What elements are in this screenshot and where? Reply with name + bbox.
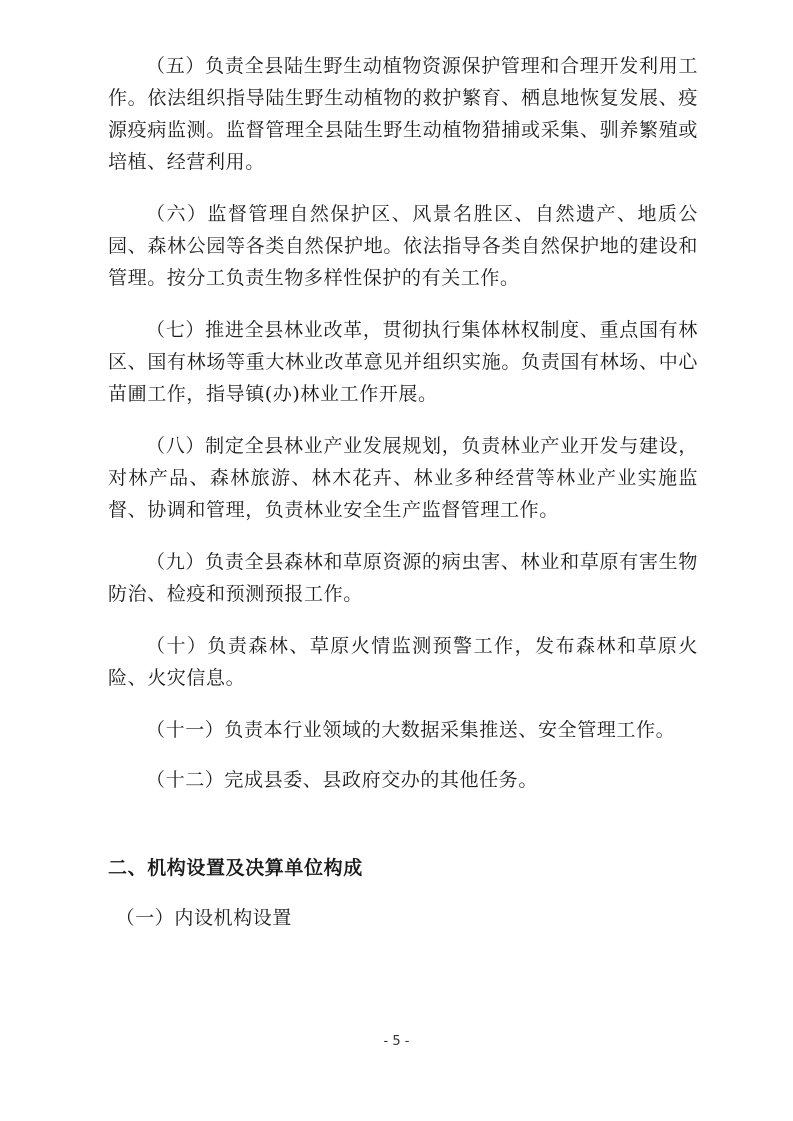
paragraph-10: （十）负责森林、草原火情监测预警工作，发布森林和草原火险、火灾信息。 <box>108 635 698 689</box>
page-number: - 5 - <box>383 1034 410 1049</box>
paragraph-5: （五）负责全县陆生野生动植物资源保护管理和合理开发利用工作。依法组织指导陆生野生动植物的救护繁育、栖息地恢复发展、疫源疫病监测。监督管理全县陆生野生动植物猎捕或采集、驯养繁殖或培植、经营利用。 <box>108 55 698 173</box>
page-content <box>108 50 698 934</box>
paragraph-8: （八）制定全县林业产业发展规划，负责林业产业开发与建设，对林产品、森林旅游、林木花卉、林业多种经营等林业产业实施监督、协调和管理，负责林业安全生产监督管理工作。 <box>108 435 698 521</box>
subsection-heading: （一）内设机构设置 <box>115 907 292 929</box>
paragraph-6: （六）监督管理自然保护区、风景名胜区、自然遗产、地质公园、森林公园等各类自然保护地。依法指导各类自然保护地的建设和管理。按分工负责生物多样性保护的有关工作。 <box>108 203 698 289</box>
paragraph-9: （九）负责全县森林和草原资源的病虫害、林业和草原有害生物防治、检疫和预测预报工作。 <box>108 551 698 605</box>
paragraph-12: （十二）完成县委、县政府交办的其他任务。 <box>146 769 539 791</box>
section-heading: 二、机构设置及决算单位构成 <box>108 857 363 879</box>
paragraph-11: （十一）负责本行业领域的大数据采集推送、安全管理工作。 <box>146 719 676 741</box>
paragraph-7: （七）推进全县林业改革，贯彻执行集体林权制度、重点国有林区、国有林场等重大林业改革意见并组织实施。负责国有林场、中心苗圃工作，指导镇(办)林业工作开展。 <box>108 319 698 405</box>
